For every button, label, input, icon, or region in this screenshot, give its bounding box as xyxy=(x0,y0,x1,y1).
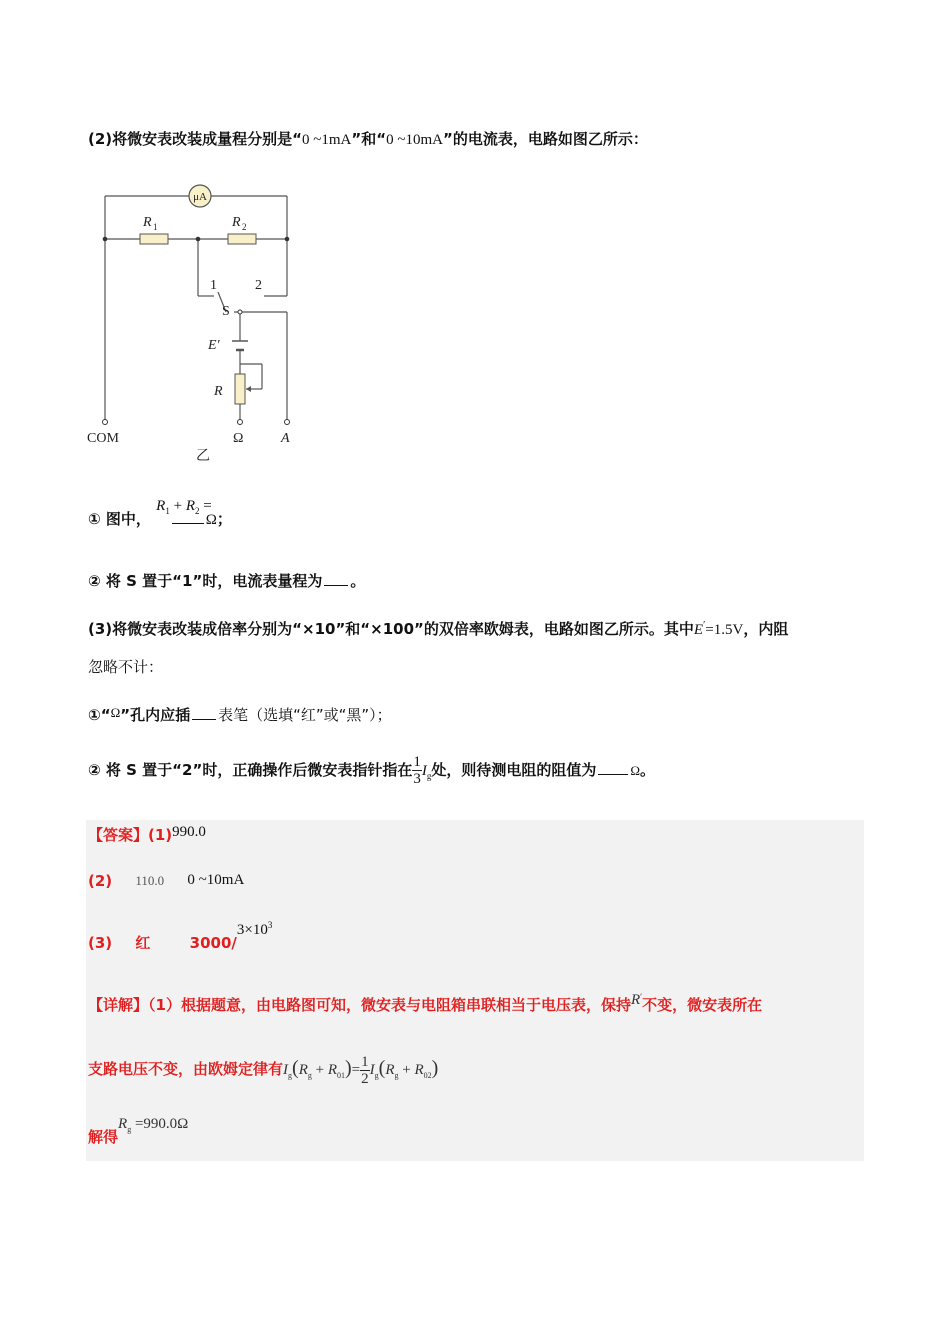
ohm-symbol: Ω xyxy=(110,705,121,720)
eq-rg-sub-2: g xyxy=(394,1070,399,1080)
terminal-com: COM xyxy=(87,431,119,446)
emf-value: =1.5V xyxy=(705,622,744,638)
r-prime-sup: ′ xyxy=(640,992,643,1002)
expr-r2-sub: 2 xyxy=(194,506,200,516)
half-den: 2 xyxy=(361,1071,369,1087)
detail-label: 【详解】 xyxy=(88,996,149,1014)
eq-ig-sub: g xyxy=(288,1070,293,1080)
rg-result xyxy=(118,1116,188,1132)
resistor-r1 xyxy=(140,234,168,244)
eq-ig: I xyxy=(283,1061,289,1078)
detail-line-1 xyxy=(88,994,762,1015)
q3-item1-text: ①“ xyxy=(88,706,111,724)
answer-blank[interactable] xyxy=(192,718,216,720)
answer-line-2 xyxy=(88,872,244,891)
answer-blank[interactable] xyxy=(324,584,348,586)
resistor-r2 xyxy=(228,234,256,244)
q3-item2-end: 。 xyxy=(640,761,656,779)
rheostat xyxy=(235,374,245,404)
expr-r2: R xyxy=(185,498,195,514)
rheostat-tap-icon xyxy=(246,386,251,392)
frac-num: 1 xyxy=(413,754,421,770)
terminal-a-dot xyxy=(285,420,290,425)
detail-line-2 xyxy=(88,1054,438,1087)
eq-rg-2: R xyxy=(385,1061,395,1078)
emf-label: E′ xyxy=(208,338,220,353)
q2-intro-text-c: ”的电流表，电路如图乙所示： xyxy=(442,130,648,148)
answer-3b: 3000/ xyxy=(189,934,237,952)
q3-item1 xyxy=(88,704,392,725)
junction-dot xyxy=(196,237,201,242)
rg-symbol: R xyxy=(118,1116,128,1132)
answer-blank[interactable] xyxy=(172,522,204,524)
fraction-one-third xyxy=(412,754,422,787)
junction-dot xyxy=(285,237,290,242)
contact-1: 1 xyxy=(210,278,217,293)
ig-symbol: I xyxy=(421,763,427,779)
answer-3c-base: 3×10 xyxy=(236,922,268,938)
meter-label: μA xyxy=(193,191,207,203)
ohm-law-equation: $I_g(R_g + R_{01})=$ $\frac{1}{2}$ $I_g(R_g + R_{02})$ xyxy=(283,1054,439,1087)
eq-ig-sub-2: g xyxy=(374,1070,379,1080)
q3-intro2-text: 忽略不计： xyxy=(88,658,164,676)
q2-item2 xyxy=(88,570,365,591)
answer-3c xyxy=(237,922,272,938)
r1-label: R xyxy=(143,215,152,230)
expr-plus: + xyxy=(173,498,183,514)
answer-3a: 红 xyxy=(135,934,151,952)
terminal-a: A xyxy=(281,431,290,446)
q2-item1-end: ； xyxy=(216,510,232,528)
q3-intro xyxy=(88,618,788,639)
rg-sub: g xyxy=(127,1125,132,1134)
r-prime: R xyxy=(630,992,641,1008)
answer-3c-exp: 3 xyxy=(267,920,273,930)
answer-2b: 0 ~10mA xyxy=(187,872,245,888)
rheostat-label: R xyxy=(214,384,223,399)
unit-ohm: Ω xyxy=(630,763,641,778)
r1-sub: 1 xyxy=(153,222,158,232)
unit-ohm: Ω xyxy=(205,512,217,528)
q3-intro-text-b: ，内阻 xyxy=(743,620,789,638)
expr-r1-sub: 1 xyxy=(165,506,170,516)
contact-2: 2 xyxy=(255,278,262,293)
r2-label: R xyxy=(232,215,241,230)
terminal-com-dot xyxy=(103,420,108,425)
detail-text-3: 解得 xyxy=(88,1128,119,1146)
q2-item1-text: ① 图中， xyxy=(88,510,151,528)
eq-r01-sub: 01 xyxy=(337,1070,345,1080)
q2-intro-text-a: (2)将微安表改装成量程分别是“ xyxy=(88,130,303,148)
expr-eq: = xyxy=(203,498,212,514)
q2-item1 xyxy=(88,498,232,530)
answer-1: 990.0 xyxy=(172,824,206,840)
q3-item1-text-c: 表笔（选填“红”或“黑”）； xyxy=(218,706,392,724)
q2-item2-end: 。 xyxy=(350,572,366,590)
emf-symbol: E xyxy=(693,622,704,638)
r2-sub: 2 xyxy=(242,222,247,232)
detail-text-1b: 不变，微安表所在 xyxy=(642,996,763,1014)
eq-r02-sub: 02 xyxy=(423,1070,432,1080)
expr-r1: R xyxy=(156,498,166,514)
eq-rg-sub: g xyxy=(307,1070,312,1080)
switch-label: S xyxy=(222,304,230,319)
frac-den: 3 xyxy=(413,771,421,787)
junction-dot xyxy=(103,237,108,242)
q2-item2-text: ② 将 S 置于“1”时，电流表量程为 xyxy=(88,572,323,590)
eq-r01: R xyxy=(327,1061,337,1078)
q3-item1-text-b: ”孔内应插 xyxy=(120,706,191,724)
r1-plus-r2-expr xyxy=(156,498,212,514)
q3-item2-text: ② 将 S 置于“2”时，正确操作后微安表指针指在 xyxy=(88,761,413,779)
eq-ig-2: I xyxy=(369,1061,375,1078)
q3-item2-text-b: 处，则待测电阻的阻值为 xyxy=(431,761,597,779)
answer-line-1 xyxy=(88,824,206,845)
q3-intro-text: (3)将微安表改装成倍率分别为“×10”和“×100”的双倍率欧姆表，电路如图乙所示。其中 xyxy=(88,620,694,638)
detail-text-1a: （1）根据题意，由电路图可知，微安表与电阻箱串联相当于电压表，保持 xyxy=(148,996,631,1014)
eq-rg: R xyxy=(298,1061,308,1078)
detail-text-2: 支路电压不变，由欧姆定律有 xyxy=(88,1059,284,1078)
answer-part-2: (2) xyxy=(88,872,113,890)
ig-sub: g xyxy=(426,771,432,781)
answer-2a: 110.0 xyxy=(135,873,165,888)
fraction-half xyxy=(360,1054,370,1087)
q2-intro-text-b: ”和“ xyxy=(351,130,387,148)
answer-blank[interactable] xyxy=(598,773,628,775)
rg-value: =990.0Ω xyxy=(134,1116,189,1132)
answer-part-3: (3) xyxy=(88,934,113,952)
q2-intro xyxy=(88,128,648,149)
terminal-ohm-dot xyxy=(238,420,243,425)
q3-item2 xyxy=(88,754,655,787)
range-1ma: 0 ~1mA xyxy=(302,132,352,148)
circuit-diagram xyxy=(82,178,312,468)
eq-r02: R xyxy=(414,1061,424,1078)
half-num: 1 xyxy=(361,1054,369,1070)
switch-pivot xyxy=(238,310,242,314)
terminal-ohm: Ω xyxy=(233,431,244,446)
answer-label: 【答案】(1) xyxy=(88,826,173,844)
emf-prime: ′ xyxy=(703,620,706,631)
range-10ma: 0 ~10mA xyxy=(386,132,443,148)
q3-intro-2 xyxy=(88,656,163,677)
figure-caption: 乙 xyxy=(196,449,210,464)
